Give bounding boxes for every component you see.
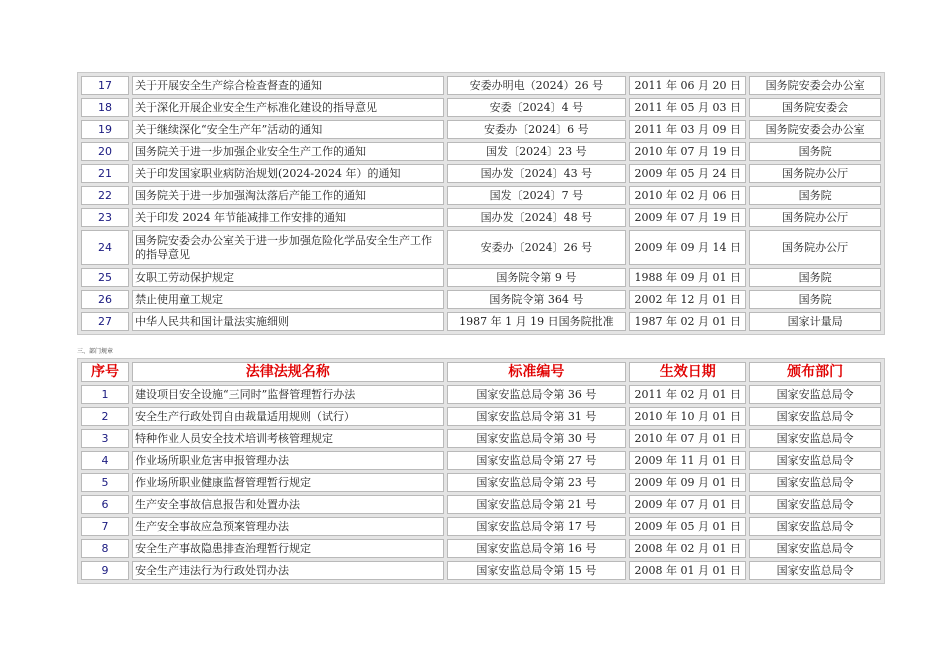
header-code: 标准编号 [447, 362, 627, 382]
table-row [81, 517, 881, 536]
issuing-department: 国务院安委会 [749, 98, 881, 117]
effective-date: 2009 年 05 月 24 日 [629, 164, 746, 183]
table-row [81, 451, 881, 470]
table-row [81, 385, 881, 404]
row-number: 7 [81, 517, 129, 536]
table-row [81, 539, 881, 558]
table-row [81, 268, 881, 287]
table-row [81, 429, 881, 448]
header-name: 法律法规名称 [132, 362, 443, 382]
standard-code: 国家安监总局令第 31 号 [447, 407, 627, 426]
regulation-name: 作业场所职业危害申报管理办法 [132, 451, 443, 470]
regulation-name: 中华人民共和国计量法实施细则 [132, 312, 443, 331]
row-number: 21 [81, 164, 129, 183]
row-number: 19 [81, 120, 129, 139]
row-number: 4 [81, 451, 129, 470]
regulation-name: 作业场所职业健康监督管理暂行规定 [132, 473, 443, 492]
effective-date: 2011 年 02 月 01 日 [629, 385, 746, 404]
standard-code: 国家安监总局令第 15 号 [447, 561, 627, 580]
regulations-table-state-council [77, 72, 885, 335]
issuing-department: 国务院办公厅 [749, 164, 881, 183]
row-number: 23 [81, 208, 129, 227]
effective-date: 2008 年 01 月 01 日 [629, 561, 746, 580]
standard-code: 国务院令第 364 号 [447, 290, 627, 309]
effective-date: 1988 年 09 月 01 日 [629, 268, 746, 287]
header-date: 生效日期 [629, 362, 746, 382]
issuing-department: 国家计量局 [749, 312, 881, 331]
table-row [81, 186, 881, 205]
row-number: 3 [81, 429, 129, 448]
effective-date: 2010 年 07 月 01 日 [629, 429, 746, 448]
issuing-department: 国务院安委会办公室 [749, 76, 881, 95]
regulation-name: 关于印发 2024 年节能减排工作安排的通知 [132, 208, 443, 227]
issuing-department: 国务院安委会办公室 [749, 120, 881, 139]
effective-date: 2008 年 02 月 01 日 [629, 539, 746, 558]
table-row [81, 290, 881, 309]
issuing-department: 国务院 [749, 290, 881, 309]
row-number: 27 [81, 312, 129, 331]
table-row [81, 76, 881, 95]
table-row [81, 495, 881, 514]
row-number: 6 [81, 495, 129, 514]
standard-code: 国家安监总局令第 27 号 [447, 451, 627, 470]
standard-code: 国家安监总局令第 21 号 [447, 495, 627, 514]
effective-date: 2010 年 07 月 19 日 [629, 142, 746, 161]
table-row [81, 561, 881, 580]
regulations-table-department-rules [77, 358, 885, 584]
standard-code: 国务院令第 9 号 [447, 268, 627, 287]
standard-code: 国家安监总局令第 36 号 [447, 385, 627, 404]
standard-code: 国家安监总局令第 30 号 [447, 429, 627, 448]
row-number: 9 [81, 561, 129, 580]
table-body [81, 385, 881, 580]
effective-date: 2009 年 11 月 01 日 [629, 451, 746, 470]
row-number: 1 [81, 385, 129, 404]
standard-code: 国发〔2024〕23 号 [447, 142, 627, 161]
regulation-name: 禁止使用童工规定 [132, 290, 443, 309]
regulation-name: 关于印发国家职业病防治规划(2024-2024 年）的通知 [132, 164, 443, 183]
effective-date: 2009 年 09 月 14 日 [629, 230, 746, 265]
standard-code: 安委办〔2024〕6 号 [447, 120, 627, 139]
effective-date: 1987 年 02 月 01 日 [629, 312, 746, 331]
row-number: 5 [81, 473, 129, 492]
standard-code: 安委〔2024〕4 号 [447, 98, 627, 117]
table-header [81, 362, 881, 382]
issuing-department: 国务院 [749, 268, 881, 287]
standard-code: 国办发〔2024〕43 号 [447, 164, 627, 183]
issuing-department: 国家安监总局令 [749, 561, 881, 580]
issuing-department: 国务院办公厅 [749, 208, 881, 227]
header-dept: 颁布部门 [749, 362, 881, 382]
standard-code: 国办发〔2024〕48 号 [447, 208, 627, 227]
table-row [81, 164, 881, 183]
row-number: 17 [81, 76, 129, 95]
standard-code: 1987 年 1 月 19 日国务院批准 [447, 312, 627, 331]
regulation-name: 生产安全事故应急预案管理办法 [132, 517, 443, 536]
regulation-name: 国务院关于进一步加强企业安全生产工作的通知 [132, 142, 443, 161]
header-no: 序号 [81, 362, 129, 382]
row-number: 20 [81, 142, 129, 161]
effective-date: 2010 年 10 月 01 日 [629, 407, 746, 426]
table-row [81, 120, 881, 139]
issuing-department: 国家安监总局令 [749, 385, 881, 404]
standard-code: 安委办明电（2024）26 号 [447, 76, 627, 95]
section-label-department-rules: 三、部门规章 [77, 348, 114, 355]
row-number: 18 [81, 98, 129, 117]
effective-date: 2011 年 05 月 03 日 [629, 98, 746, 117]
row-number: 2 [81, 407, 129, 426]
issuing-department: 国家安监总局令 [749, 495, 881, 514]
regulation-name: 国务院安委会办公室关于进一步加强危险化学品安全生产工作的指导意见 [132, 230, 443, 265]
row-number: 24 [81, 230, 129, 265]
row-number: 26 [81, 290, 129, 309]
table-row [81, 407, 881, 426]
issuing-department: 国家安监总局令 [749, 429, 881, 448]
regulation-name: 特种作业人员安全技术培训考核管理规定 [132, 429, 443, 448]
regulation-name: 关于深化开展企业安全生产标准化建设的指导意见 [132, 98, 443, 117]
row-number: 25 [81, 268, 129, 287]
regulation-name: 国务院关于进一步加强淘汰落后产能工作的通知 [132, 186, 443, 205]
standard-code: 安委办〔2024〕26 号 [447, 230, 627, 265]
row-number: 22 [81, 186, 129, 205]
issuing-department: 国家安监总局令 [749, 407, 881, 426]
effective-date: 2009 年 07 月 19 日 [629, 208, 746, 227]
effective-date: 2002 年 12 月 01 日 [629, 290, 746, 309]
issuing-department: 国务院 [749, 142, 881, 161]
issuing-department: 国务院 [749, 186, 881, 205]
table-row [81, 312, 881, 331]
regulation-name: 关于继续深化“安全生产年”活动的通知 [132, 120, 443, 139]
table-body [81, 76, 881, 331]
regulation-name: 安全生产事故隐患排查治理暂行规定 [132, 539, 443, 558]
standard-code: 国家安监总局令第 16 号 [447, 539, 627, 558]
table-row [81, 230, 881, 265]
effective-date: 2010 年 02 月 06 日 [629, 186, 746, 205]
issuing-department: 国家安监总局令 [749, 451, 881, 470]
effective-date: 2011 年 06 月 20 日 [629, 76, 746, 95]
issuing-department: 国务院办公厅 [749, 230, 881, 265]
standard-code: 国发〔2024〕7 号 [447, 186, 627, 205]
table-row [81, 473, 881, 492]
standard-code: 国家安监总局令第 17 号 [447, 517, 627, 536]
effective-date: 2009 年 07 月 01 日 [629, 495, 746, 514]
issuing-department: 国家安监总局令 [749, 473, 881, 492]
effective-date: 2009 年 09 月 01 日 [629, 473, 746, 492]
table-row [81, 98, 881, 117]
regulation-name: 女职工劳动保护规定 [132, 268, 443, 287]
effective-date: 2009 年 05 月 01 日 [629, 517, 746, 536]
regulation-name: 建设项目安全设施“三同时”监督管理暂行办法 [132, 385, 443, 404]
table-row [81, 142, 881, 161]
regulation-name: 安全生产违法行为行政处罚办法 [132, 561, 443, 580]
regulation-name: 安全生产行政处罚自由裁量适用规则（试行） [132, 407, 443, 426]
regulation-name: 生产安全事故信息报告和处置办法 [132, 495, 443, 514]
issuing-department: 国家安监总局令 [749, 517, 881, 536]
table-row [81, 208, 881, 227]
issuing-department: 国家安监总局令 [749, 539, 881, 558]
row-number: 8 [81, 539, 129, 558]
standard-code: 国家安监总局令第 23 号 [447, 473, 627, 492]
regulation-name: 关于开展安全生产综合检查督查的通知 [132, 76, 443, 95]
effective-date: 2011 年 03 月 09 日 [629, 120, 746, 139]
